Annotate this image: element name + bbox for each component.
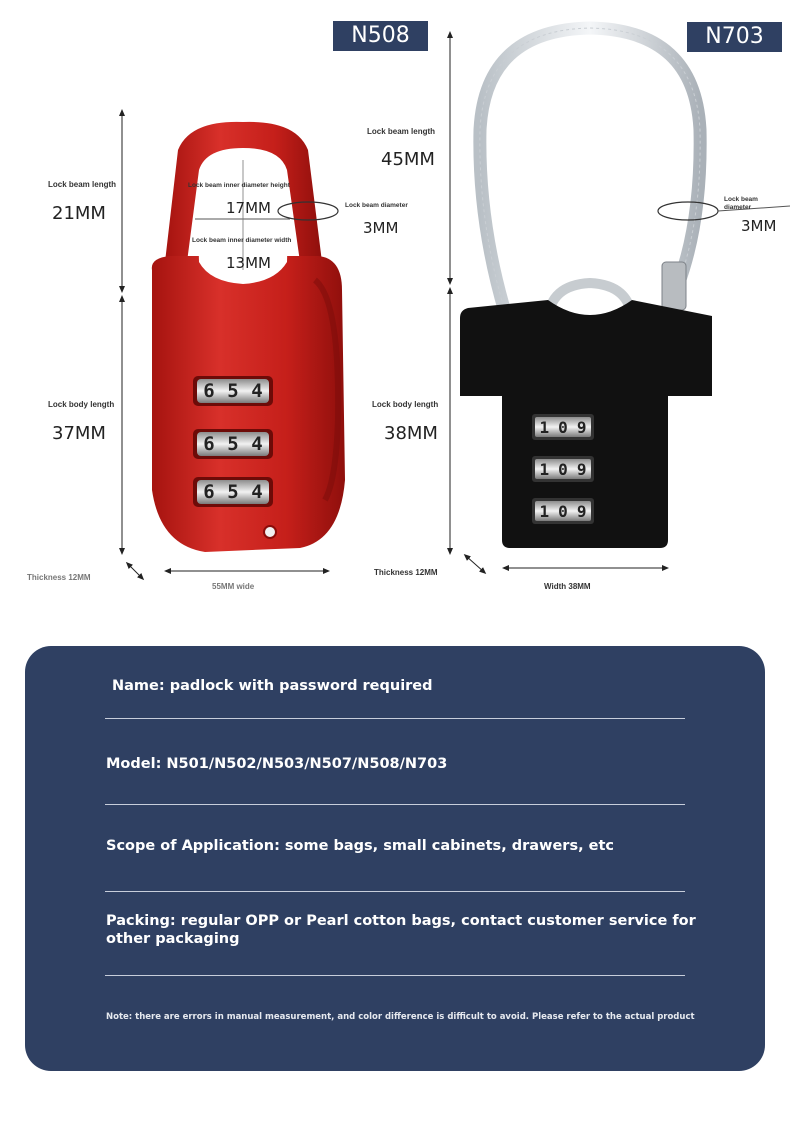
- dial-digit: 9: [576, 417, 587, 437]
- dial-digit: 5: [227, 481, 239, 503]
- n508-dial-digits-3[interactable]: [197, 480, 269, 504]
- n508-body-length-value: 37MM: [52, 423, 106, 444]
- n703-beam-diameter-label-1: Lock beam: [724, 196, 758, 203]
- n508-body-length-label: Lock body length: [48, 400, 115, 409]
- dial-digit: 5: [227, 380, 239, 402]
- n703-beam-diameter-value: 3MM: [741, 217, 777, 235]
- dial-digit: 4: [251, 433, 263, 455]
- n508-thickness-arrow: [128, 564, 142, 578]
- dial-digit: 1: [539, 459, 550, 479]
- n703-dial-digits-3[interactable]: [535, 501, 591, 521]
- model-badge-n703: N703: [687, 22, 782, 52]
- n703-thickness-label: Thickness 12MM: [374, 568, 438, 577]
- n508-dial-digits-1[interactable]: [197, 379, 269, 403]
- dial-digit: 9: [576, 501, 587, 521]
- n703-body-length-label: Lock body length: [372, 400, 439, 409]
- n508-beam-diameter-label: Lock beam diameter: [345, 202, 408, 209]
- n508-dial-digits-2[interactable]: [197, 432, 269, 456]
- info-packing-line2: other packaging: [106, 931, 240, 947]
- dial-digit: 6: [203, 380, 215, 402]
- n508-beam-length-value: 21MM: [52, 203, 106, 224]
- n508-beam-diameter-value: 3MM: [363, 219, 399, 237]
- n703-beam-length-label: Lock beam length: [367, 127, 436, 136]
- product-info-panel: [25, 646, 765, 1071]
- dial-digit: 0: [558, 501, 568, 521]
- n508-inner-height-label: Lock beam inner diameter height: [188, 182, 290, 189]
- n703-dial-digits-2[interactable]: [535, 459, 591, 479]
- info-model: Model: N501/N502/N503/N507/N508/N703: [106, 756, 448, 772]
- n508-inner-width-value: 13MM: [226, 254, 271, 272]
- divider: [105, 718, 685, 719]
- n508-thickness-label: Thickness 12MM: [27, 573, 91, 582]
- n703-dial-digits-1[interactable]: [535, 417, 591, 437]
- n508-beam-length-label: Lock beam length: [48, 180, 117, 189]
- dial-digit: 4: [251, 380, 263, 402]
- dial-digit: 6: [203, 433, 215, 455]
- n508-inner-height-value: 17MM: [226, 199, 271, 217]
- divider: [105, 804, 685, 805]
- divider: [105, 975, 685, 976]
- n703-thickness-arrow: [466, 556, 484, 572]
- n703-body-length-value: 38MM: [384, 423, 438, 444]
- info-name: Name: padlock with password required: [112, 678, 433, 694]
- n508-width-label: 55MM wide: [212, 582, 255, 591]
- n508-inner-width-label: Lock beam inner diameter width: [192, 237, 292, 244]
- divider: [105, 891, 685, 892]
- dial-digit: 0: [558, 459, 568, 479]
- info-packing-line1: Packing: regular OPP or Pearl cotton bags, contact customer service for: [106, 913, 696, 929]
- n703-beam-diameter-label-2: diameter: [724, 204, 752, 211]
- n703-width-label: Width 38MM: [544, 582, 591, 591]
- dial-digit: 1: [539, 501, 550, 521]
- info-note: Note: there are errors in manual measurement, and color difference is difficult to avoid. Please refer to the actual product: [106, 1012, 695, 1022]
- dial-digit: 5: [227, 433, 239, 455]
- dial-digit: 9: [576, 459, 587, 479]
- info-scope: Scope of Application: some bags, small cabinets, drawers, etc: [106, 838, 614, 854]
- dial-digit: 4: [251, 481, 263, 503]
- model-badge-n508: N508: [333, 21, 428, 51]
- dial-digit: 1: [539, 417, 550, 437]
- n703-diameter-ring: [658, 202, 718, 220]
- n703-beam-length-value: 45MM: [381, 149, 435, 170]
- dial-digit: 6: [203, 481, 215, 503]
- dial-digit: 0: [558, 417, 568, 437]
